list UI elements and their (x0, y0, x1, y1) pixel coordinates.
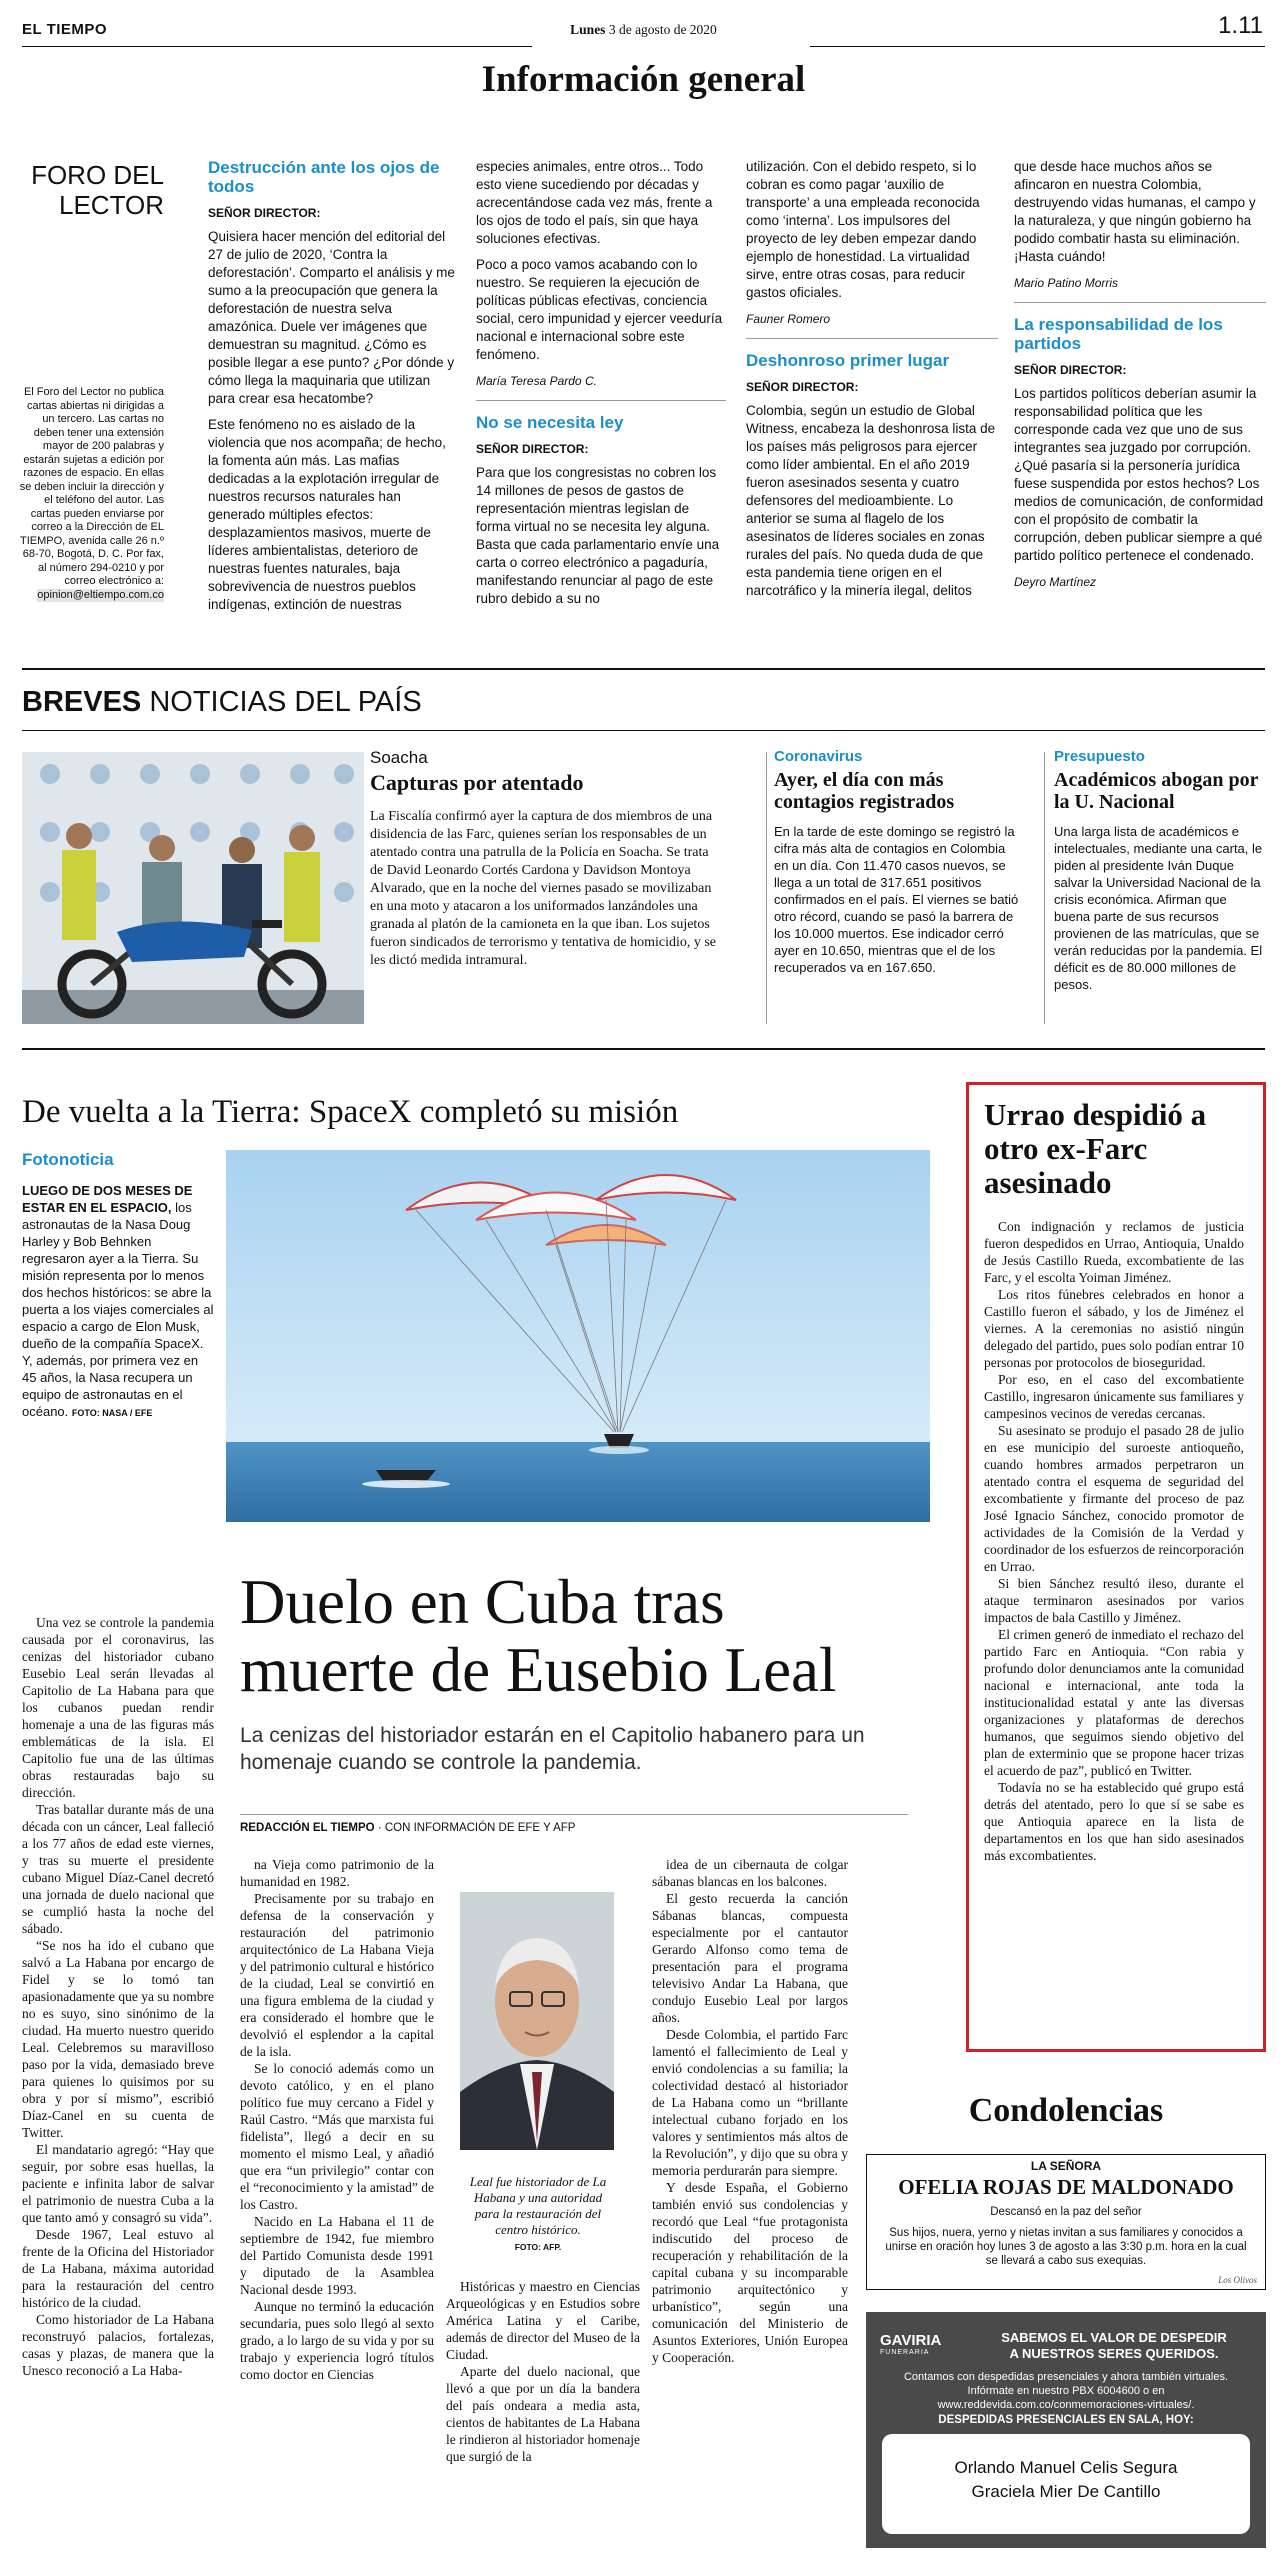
gaviria-logo (880, 2332, 970, 2356)
urrao-paragraph: Los ritos fúnebres celebrados en honor a Castillo fueron el sábado, y los de Jiménez el viernes. A la ceremonias no asistió ningún delegado del partido, pues solo podían entrar 10 personas por protocolos de bioseguridad. (984, 1287, 1244, 1370)
spacex-photo (226, 1150, 930, 1522)
cuba-column-1 (22, 1614, 214, 2379)
foro-info (16, 386, 164, 602)
page-number: 1.11 (1218, 12, 1263, 39)
breve-title: Capturas por atentado (370, 770, 584, 795)
letter-divider (746, 338, 998, 339)
letter-signature: Deyro Martínez (1014, 575, 1097, 589)
letter-paragraph: utilización. Con el debido respeto, si lo cobran es como pagar ‘auxilio de transporte’ a una empleada reconocida como ‘interna’. Los impulsores del proyecto de ley deben empezar dando ejemplo de honestidad. La virtualidad sirve, entre otras cosas, para reducir gastos oficiales. (746, 159, 980, 300)
breves-label (22, 686, 422, 719)
leal-photo-credit: FOTO: AFP. (514, 2242, 562, 2252)
spacex-lead: LUEGO DE DOS MESES DE ESTAR EN EL ESPACIO, (22, 1183, 193, 1215)
leal-caption: Leal fue historiador de La Habana y una autoridad para la restauración del centro histórico. (469, 2174, 607, 2237)
header-rule-right (810, 46, 1265, 47)
gaviria-logo-text: GAVIRIA (880, 2332, 942, 2349)
letter-column-2 (476, 158, 726, 616)
breves-rule-end (22, 1048, 1265, 1050)
letter-salutation: SEÑOR DIRECTOR: (476, 442, 589, 456)
section-title: Información general (481, 59, 806, 100)
urrao-paragraph: Su asesinato se produjo el pasado 28 de julio en ese municipio del suroeste antioqueño, cuando hombres armados perpetraron un atentado contra el esquema de seguridad del excombatiente y firmante del proceso de paz José Ignacio Sánchez, conocido promotor de actividades de la Comisión de la Verdad y coordinador de los esfuerzos de reincorporación en Urrao. (984, 1423, 1244, 1574)
condolencias-heading: Condolencias (866, 2092, 1266, 2130)
breves-label-bold: BREVES (22, 686, 142, 718)
foro-info-text: El Foro del Lector no publica cartas abiertas ni dirigidas a un tercero. Las cartas no deben tener una extensión mayor de 200 palabras y estarán sujetas a edición por razones de espacio. En ellas se deben incluir la dirección y el teléfono del autor. Las cartas pueden enviarse por correo a la Dirección de EL TIEMPO, avenida calle 26 n.º 68-70, Bogotá, D. C. Por fax, al número 294-0210 y por correo electrónico a: (19, 386, 164, 587)
breves-divider-2 (1044, 752, 1045, 1024)
gaviria-headline-line1: SABEMOS EL VALOR DE DESPEDIR (1001, 2330, 1227, 2345)
breve-text: Una larga lista de académicos e intelectuales, mediante una carta, le piden al presidente Iván Duque salvar la Universidad Nacional de la crisis económica. Afirman que buena parte de sus recursos provienen de las matrículas, que se verán reducidas por la pandemia. El déficit es de 80.000 millones de pesos. (1054, 824, 1263, 992)
urrao-paragraph: El crimen generó de inmediato el rechazo del partido Farc en Antioquia. “Con rabia y profundo dolor denunciamos ante la comunidad nacional e internacional, ante toda la institucionalidad estatal y ante las diversas organizaciones y plataformas de derechos humanos, que seguimos siendo objetivo del plan de exterminio que se propone hacer trizas el acuerdo de paz”, publicó en Twitter. (984, 1627, 1244, 1778)
cuba-paragraph: Aparte del duelo nacional, que llevó a que por un día la bandera del país ondeara a media asta, cientos de habitantes de La Habana le rindieron al historiador homenaje que surgió de la (446, 2364, 640, 2464)
cuba-paragraph: Nacido en La Habana el 11 de septiembre de 1942, fue miembro del Partido Comunista desde 1991 y diputado de la Asamblea Nacional desde 1993. (240, 2214, 434, 2297)
breve-title: Académicos abogan por la U. Nacional (1054, 769, 1259, 813)
letter-salutation: SEÑOR DIRECTOR: (208, 206, 321, 220)
letter-paragraph: Este fenómeno no es aislado de la violencia que nos acompaña; de hecho, la fomenta aún más. Las mafias dedicadas a la explotación irregular de nuestros recursos naturales han generado múltiples efectos: desplazamientos masivos, muerte de líderes ambientalistas, deterioro de nuestras fuentes naturales, baja sobrevivencia de nuestros pueblos indígenas, extinción de nuestras (208, 417, 446, 612)
cuba-column-3 (446, 2278, 640, 2465)
urrao-paragraph: Si bien Sánchez resultó ileso, durante el ataque terminaron asesinados por varios impactos de bala Castillo y Jiménez. (984, 1576, 1244, 1625)
cuba-paragraph: Tras batallar durante más de una década con un cáncer, Leal falleció a los 77 años de edad este viernes, y tras su muerte el presidente cubano Miguel Díaz-Canel decretó una jornada de duelo nacional que se cumplió hasta la noche del sábado. (22, 1802, 214, 1936)
letter-salutation: SEÑOR DIRECTOR: (1014, 363, 1127, 377)
cuba-paragraph: Desde 1967, Leal estuvo al frente de la Oficina del Historiador de La Habana, máxima autoridad para la restauración del centro histórico de la ciudad. (22, 2227, 214, 2310)
date-rest: 3 de agosto de 2020 (608, 22, 717, 37)
urrao-paragraph: Con indignación y reclamos de justicia fueron despedidos en Urrao, Antioquia, Unaldo de Jesús Castillo Rueda, excombatiente de las Farc, y el escolta Yoiman Jiménez. (984, 1219, 1244, 1285)
urrao-paragraph: Por eso, en el caso del excombatiente Castillo, ingresaron únicamente sus familiares y campesinos vecinos de veredas cercanas. (984, 1372, 1244, 1421)
soacha-photo (22, 752, 364, 1024)
gaviria-headline-line2: A NUESTROS SERES QUERIDOS. (1009, 2346, 1219, 2361)
cuba-paragraph: Como historiador de La Habana reconstruyó palacios, fortalezas, casas y plazas, de manera que la Unesco reconoció a La Haba- (22, 2312, 214, 2378)
cuba-paragraph: Desde Colombia, el partido Farc lamentó el fallecimiento de Leal y envió condolencias a su familia; la colectividad destacó al historiador de La Habana como un “brillante intelectual cubano forjado en los valores y sentimientos más altos de la Revolución”, y dijo que su obra y memoria perdurarán para siempre. (652, 2027, 848, 2178)
letter-column-3 (746, 158, 998, 608)
cuba-paragraph: El mandatario agregó: “Hay que seguir, por sobre esas huellas, la paciente e infinita labor de salvar el patrimonio de nuestra Cuba a la que tanto amó y consagró su vida”. (22, 2142, 214, 2225)
cuba-paragraph: Se lo conoció además como un devoto católico, y en el plano político fue muy cercano a Fidel y Raúl Castro. “Más que marxista fui fidelista”, llegó a decir en su momento el mismo Leal, y añadió que era “un privilegio” contar con el “reconocimiento y la amistad” de los Castro. (240, 2061, 434, 2212)
spacex-headline: De vuelta a la Tierra: SpaceX completó su misión (22, 1094, 679, 1130)
ad-funeral-logo: Los Olivos (1218, 2275, 1257, 2285)
cuba-paragraph: Aunque no terminó la educación secundaria, pues solo llegó al sexto grado, a lo largo de su vida y por su trabajo y experiencia logró títulos como doctor en Ciencias (240, 2299, 434, 2382)
cuba-byline-rest: · CON INFORMACIÓN DE EFE Y AFP (377, 1822, 576, 1834)
urrao-body (984, 1218, 1244, 1864)
foro-title-line1: FORO DEL (31, 160, 164, 190)
breve-kicker: Soacha (370, 748, 428, 767)
gaviria-name: Graciela Mier De Cantillo (971, 2482, 1161, 2501)
breve-title: Ayer, el día con más contagios registrados (774, 769, 955, 813)
letter-column-1 (208, 158, 456, 622)
breve-presupuesto (1054, 748, 1266, 993)
letter-paragraph: especies animales, entre otros... Todo esto viene sucediendo por décadas y acrecentándose cada vez más, frente a los ojos de todo el país, sin que haya soluciones efectivas. (476, 159, 713, 246)
letter-title: La responsabilidad de los partidos (1014, 315, 1223, 353)
gaviria-names-box (882, 2434, 1250, 2534)
cuba-headline (240, 1568, 837, 1704)
spacex-caption (22, 1182, 216, 1422)
letter-column-4 (1014, 158, 1266, 601)
urrao-paragraph: Todavía no se ha establecido qué grupo está detrás del atentado, pero lo que sí se sabe es que Antioquia aparece en la lista de departamentos en los que han sido asesinados más excombatientes. (984, 1780, 1244, 1863)
breves-label-light: NOTICIAS DEL PAÍS (149, 686, 422, 718)
cuba-headline-line1: Duelo en Cuba tras (240, 1567, 725, 1637)
brand-logo: EL TIEMPO (22, 21, 108, 38)
cuba-paragraph: El gesto recuerda la canción Sábanas blancas, compuesta especialmente por el cantautor Gerardo Alfonso como tema de presentación para el programa televisivo Andar La Habana, que condujo Eusebio Leal por largos años. (652, 1891, 848, 2025)
gaviria-headline (974, 2330, 1254, 2362)
header-rule-left (22, 46, 532, 47)
breve-text: La Fiscalía confirmó ayer la captura de dos miembros de una disidencia de las Farc, quienes serían los responsables de un atentado contra una patrulla de la Policía en Soacha. Se trata de David Leonardo Cortés Cardona y Davidson Montoya Alvarado, que en la noche del viernes pasado se movilizaban en una moto y atacaron a los uniformados lanzándoles una granada al platón de la camioneta en la que iban. Los sujetos fueron sindicados de terrorismo y tentativa de homicidio, y se les dictó medida intramural. (370, 809, 717, 968)
cuba-paragraph: Una vez se controle la pandemia causada por el coronavirus, las cenizas del historiador cubano Eusebio Leal serán llevadas al Capitolio de La Habana para que los cubanos puedan rendir homenaje a una de las figuras más emblemáticas de la isla. El Capitolio fue una de las últimas obras restauradas bajo su dirección. (22, 1615, 214, 1800)
spacex-credit: FOTO: NASA / EFE (71, 1408, 153, 1418)
letter-paragraph: Para que los congresistas no cobren los 14 millones de pesos de gastos de representación mientras legislan de forma virtual no se necesita ley alguna. Basta que cada parlamentario envíe una carta o correo electrónico a pagaduría, manifestando renunciar al pago de este rubro debido a su no (476, 465, 720, 606)
letter-paragraph: Los partidos políticos deberían asumir la responsabilidad política que les corresponde cada vez que uno de sus integrantes sea juzgado por corrupción. ¿Qué pasaría si la personería jurídica fuese suspendida por estos hechos? Los medios de comunicación, de conformidad con el propósito de combatir la corrupción, deben publicar siempre a qué partido político pertenece el condenado. (1014, 386, 1264, 563)
ad-subtitle: Descansó en la paz del señor (990, 2206, 1142, 2218)
letter-signature: Mario Patino Morris (1014, 276, 1119, 290)
gaviria-label: DESPEDIDAS PRESENCIALES EN SALA, HOY: (938, 2414, 1194, 2426)
breve-soacha (370, 748, 722, 970)
breve-kicker: Coronavirus (774, 748, 863, 765)
breves-divider-1 (766, 752, 767, 1024)
cuba-headline-line2: muerte de Eusebio Leal (240, 1635, 837, 1705)
foro-title (20, 160, 164, 220)
letter-signature: María Teresa Pardo C. (476, 374, 597, 388)
cuba-byline (240, 1822, 575, 1834)
letter-salutation: SEÑOR DIRECTOR: (746, 380, 859, 394)
cuba-paragraph: Y desde España, el Gobierno también envió sus condolencias y recordó que Leal “fue protagonista indiscutido del proceso de recuperación y rehabilitación de la capital cubana y su incomparable patrimonio arquitectónico y urbanístico”, según una comunicación del Ministerio de Asuntos Exteriores, Unión Europea y Cooperación. (652, 2180, 848, 2365)
letter-paragraph: que desde hace muchos años se afincaron en nuestra Colombia, destruyendo vidas humanas, el campo y la naturaleza, y que ningún gobierno ha podido combatir hasta su eliminación. ¡Hasta cuándo! (1014, 159, 1256, 264)
ad-top-label: LA SEÑORA (1030, 2159, 1102, 2173)
foro-title-line2: LECTOR (59, 190, 164, 220)
page-date (0, 22, 1287, 38)
cuba-byline-bold: REDACCIÓN EL TIEMPO (240, 1822, 375, 1834)
cuba-paragraph: Históricas y maestro en Ciencias Arqueológicas y en Estudios sobre América Latina y el Caribe, además de director del Museo de la Ciudad. (446, 2279, 640, 2362)
spacex-text: los astronautas de la Nasa Doug Harley y Bob Behnken regresaron ayer a la Tierra. Su misión representa por lo menos dos hechos históricos: se abre la puerta a los viajes comerciales al espacio a cargo de Elon Musk, dueño de la compañía SpaceX. Y, además, por primera vez en 45 años, la Nasa recupera un equipo de astronautas en el océano. (22, 1200, 214, 1419)
letter-divider (1014, 302, 1266, 303)
letter-paragraph: Colombia, según un estudio de Global Witness, encabeza la deshonrosa lista de los países más peligrosos para ejercer como líder ambiental. En el año 2019 fueron asesinados sesenta y cuatro defensores del medioambiente. Lo anterior se suma al flagelo de los asesinatos de líderes sociales en zonas rurales del país. No queda duda de que esta pandemia tiene origen en el narcotráfico y la minería ilegal, delitos (746, 403, 996, 598)
cuba-paragraph: Precisamente por su trabajo en defensa de la conservación y restauración del patrimonio arquitectónico de La Habana Vieja y del patrimonio cultural e histórico de la ciudad, Leal se convirtió en una figura emblema de la ciudad y era considerado el hombre que le devolvió el esplendor a la capital de la isla. (240, 1891, 434, 2059)
leal-portrait (460, 1892, 614, 2150)
letter-title: Destrucción ante los ojos de todos (208, 158, 440, 196)
cuba-deck: La cenizas del historiador estarán en el Capitolio habanero para un homenaje cuando se controle la pandemia. (240, 1724, 865, 1774)
date-day: Lunes (570, 22, 606, 37)
letter-title: No se necesita ley (476, 413, 624, 432)
cuba-paragraph: na Vieja como patrimonio de la humanidad en 1982. (240, 1857, 434, 1889)
breves-rule-bottom (22, 730, 1265, 731)
letter-paragraph: Quisiera hacer mención del editorial del 27 de julio de 2020, ‘Contra la deforestación’. Comparto el análisis y me sumo a la preocupación que genera la deforestación de nuestra selva amazónica. Duele ver imágenes que demuestran su magnitud. ¿Cómo es posible llegar a ese punto? ¿Por dónde y cómo llega la maquinaria que utilizan para crear esa hecatombe? (208, 229, 455, 406)
breve-coronavirus (774, 748, 1020, 976)
breve-kicker: Presupuesto (1054, 748, 1145, 765)
letter-paragraph: Poco a poco vamos acabando con lo nuestro. Se requieren la ejecución de políticas públicas efectivas, conciencia social, cero impunidad y ejercer veeduría nacional e internacional sobre este fenómeno. (476, 257, 723, 362)
urrao-headline: Urrao despidió a otro ex-Farc asesinado (984, 1097, 1207, 1200)
cuba-byline-rule (240, 1814, 908, 1815)
cuba-column-4 (652, 1856, 848, 2366)
cuba-column-2 (240, 1856, 434, 2383)
condolence-ad-ofelia (866, 2154, 1266, 2290)
spacex-kicker: Fotonoticia (22, 1150, 114, 1169)
cuba-paragraph: “Se nos ha ido el cubano que salvó a La Habana por encargo de Fidel y se lo tomó tan apasionadamente que ya su nombre no es suyo, sino sinónimo de la ciudad. Ha muerto nuestro querido Leal. Celebremos su maravilloso paso por la vida, demasiado breve para quienes lo quisimos por su obra y por sí mismo”, escribió Díaz-Canel en su cuenta de Twitter. (22, 1938, 214, 2140)
cuba-paragraph: idea de un cibernauta de colgar sábanas blancas en los balcones. (652, 1857, 848, 1889)
gaviria-logo-sub: FUNERARIA (880, 2349, 930, 2356)
letter-title: Deshonroso primer lugar (746, 351, 950, 370)
gaviria-text: Contamos con despedidas presenciales y ahora también virtuales. Infórmate en nuestro PBX 6004600 o en www.reddevida.com.co/conmemoraciones-virtuales/. (903, 2371, 1229, 2411)
letter-divider (476, 400, 726, 401)
gaviria-name: Orlando Manuel Celis Segura (954, 2458, 1178, 2477)
ad-text: Sus hijos, nuera, yerno y nietas invitan a sus familiares y conocidos a unirse en oración hoy lunes 3 de agosto a las 3:30 p.m. hora en la cual se llevará a cabo sus exequias. (885, 2227, 1247, 2267)
condolence-ad-gaviria (866, 2312, 1266, 2548)
ad-name: OFELIA ROJAS DE MALDONADO (898, 2175, 1234, 2199)
breves-rule-top (22, 668, 1265, 670)
breve-text: En la tarde de este domingo se registró la cifra más alta de contagios en Colombia en un día. Con 11.470 casos nuevos, se llega a un total de 317.651 positivos confirmados en el país. El viernes se batió otro récord, cuando se pasó la barrera de los 10.000 muertos. Ese indicador cerró ayer en 10.650, mientras que el de los recuperados va en 167.650. (774, 824, 1019, 975)
foro-email-link[interactable]: opinion@eltiempo.com.co (37, 588, 164, 601)
letter-signature: Fauner Romero (746, 312, 831, 326)
